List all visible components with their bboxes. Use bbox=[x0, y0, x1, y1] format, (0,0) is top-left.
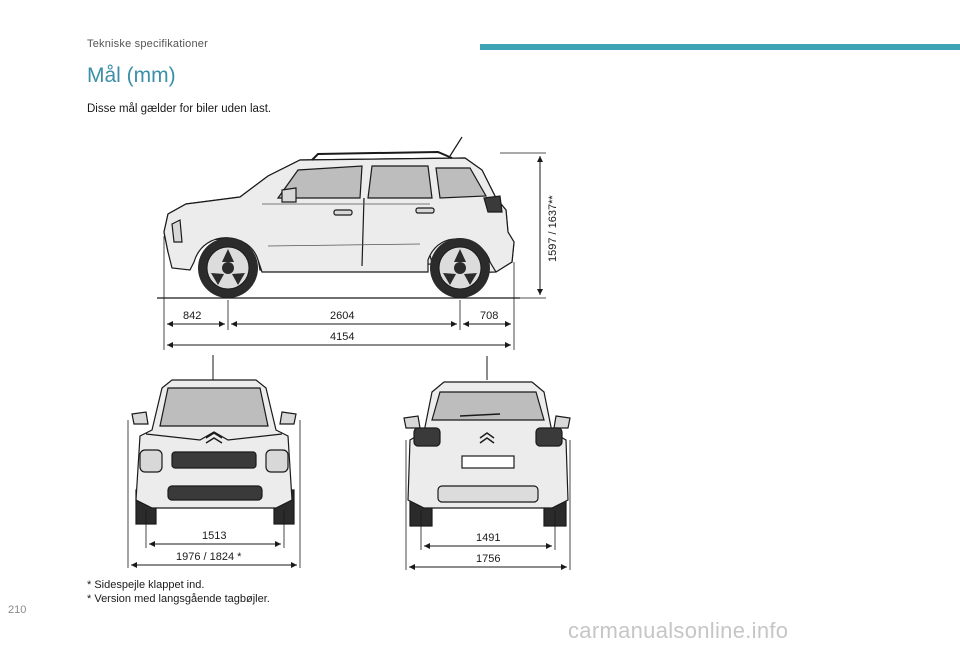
footnote-mirrors: * Sidespejle klappet ind. bbox=[87, 579, 205, 591]
front-track-label: 1513 bbox=[202, 530, 227, 542]
watermark: carmanualsonline.info bbox=[568, 618, 789, 643]
front-wheel bbox=[198, 238, 258, 298]
page-title: Mål (mm) bbox=[87, 64, 176, 87]
wheelbase-label: 2604 bbox=[330, 310, 355, 322]
overall-length-label: 4154 bbox=[330, 331, 355, 343]
footnotes bbox=[87, 578, 270, 606]
rear-overhang-label: 708 bbox=[480, 310, 499, 322]
height-label: 1597 / 1637** bbox=[547, 195, 559, 262]
side-view-diagram bbox=[150, 130, 570, 355]
front-width-label: 1976 / 1824 * bbox=[176, 551, 242, 563]
header-accent-bar bbox=[480, 44, 960, 50]
rear-car-drawing bbox=[404, 382, 570, 526]
front-car-drawing bbox=[132, 380, 296, 524]
rear-width-label: 1756 bbox=[476, 553, 501, 565]
section-header: Tekniske specifikationer bbox=[87, 38, 208, 50]
rear-view-diagram bbox=[395, 350, 580, 575]
footnote-roof-bars: * Version med langsgående tagbøjler. bbox=[87, 593, 270, 605]
front-view-diagram bbox=[120, 350, 310, 575]
intro-text: Disse mål gælder for biler uden last. bbox=[87, 103, 272, 115]
page-number: 210 bbox=[8, 604, 27, 616]
front-overhang-label: 842 bbox=[183, 310, 202, 322]
rear-track-label: 1491 bbox=[476, 532, 501, 544]
rear-wheel bbox=[430, 238, 490, 298]
